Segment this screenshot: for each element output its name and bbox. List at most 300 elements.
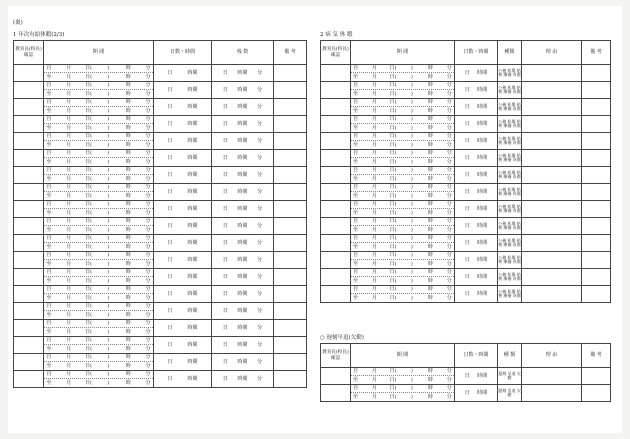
notes-cell[interactable] bbox=[582, 167, 611, 184]
reason-cell[interactable] bbox=[522, 116, 582, 133]
period-cell[interactable] bbox=[351, 286, 455, 303]
sick-leave-rows bbox=[321, 65, 611, 303]
notes-cell[interactable] bbox=[274, 150, 307, 167]
period-line: 至 月 日( ) 時 分 bbox=[44, 243, 153, 251]
late-early-table bbox=[320, 343, 611, 402]
days-hours-header: 日数・時間 bbox=[455, 344, 498, 368]
period-line: 自 月 日( ) 時 分 bbox=[44, 201, 153, 209]
period-prefix: 至 bbox=[46, 209, 52, 216]
confirm-cell[interactable] bbox=[321, 218, 351, 235]
confirm-cell[interactable] bbox=[14, 354, 44, 371]
days-hours-cell[interactable]: 日 時間 bbox=[154, 235, 212, 252]
period-cell[interactable] bbox=[351, 184, 455, 201]
table-row bbox=[321, 252, 611, 269]
confirm-cell[interactable] bbox=[321, 201, 351, 218]
confirm-cell[interactable] bbox=[14, 116, 44, 133]
period-cell[interactable] bbox=[351, 201, 455, 218]
period-line: 至 月 日( ) 時 分 bbox=[44, 158, 153, 166]
remaining-cell[interactable]: 日 時間 分 bbox=[212, 133, 274, 150]
period-prefix: 至 bbox=[353, 294, 359, 301]
days-hours-cell[interactable]: 日 時間 bbox=[154, 167, 212, 184]
notes-cell[interactable] bbox=[582, 82, 611, 99]
period-cell[interactable] bbox=[44, 167, 154, 184]
table-row bbox=[14, 133, 307, 150]
notes-cell[interactable] bbox=[582, 252, 611, 269]
table-row bbox=[14, 286, 307, 303]
period-prefix: 自 bbox=[353, 286, 359, 292]
kind-cell[interactable]: 公務 私傷 結核 療養 負傷 bbox=[498, 99, 522, 116]
period-line: 自 月 日( ) 時 分 bbox=[44, 184, 153, 192]
remaining-cell[interactable]: 日 時間 分 bbox=[212, 337, 274, 354]
period-line: 自 月 日( ) 時 分 bbox=[44, 82, 153, 90]
period-cell[interactable] bbox=[351, 368, 455, 385]
notes-cell[interactable] bbox=[582, 385, 611, 402]
period-line: 自 月 日( ) 時 分 bbox=[351, 65, 454, 73]
kind-header: 種 類 bbox=[498, 344, 522, 368]
period-cell[interactable] bbox=[351, 82, 455, 99]
remaining-cell[interactable]: 日 時間 分 bbox=[212, 320, 274, 337]
days-hours-cell[interactable]: 日 時間 bbox=[154, 354, 212, 371]
days-hours-cell[interactable]: 日 時間 bbox=[154, 303, 212, 320]
confirm-cell[interactable] bbox=[321, 269, 351, 286]
period-cell[interactable] bbox=[44, 99, 154, 116]
period-cell[interactable] bbox=[351, 99, 455, 116]
period-prefix: 自 bbox=[46, 167, 52, 173]
period-line: 自 月 日( ) 時 分 bbox=[44, 116, 153, 124]
period-line: 自 月 日( ) 時 分 bbox=[351, 150, 454, 158]
confirm-cell[interactable] bbox=[14, 133, 44, 150]
confirm-cell[interactable] bbox=[14, 252, 44, 269]
period-cell[interactable] bbox=[44, 371, 154, 388]
period-line: 自 月 日( ) 時 分 bbox=[351, 235, 454, 243]
period-line: 至 月 日( ) 時 分 bbox=[351, 393, 454, 401]
kind-cell[interactable]: 公務 私傷 結核 療養 負傷 bbox=[498, 82, 522, 99]
period-prefix: 自 bbox=[353, 82, 359, 88]
reason-cell[interactable] bbox=[522, 167, 582, 184]
kind-cell[interactable]: 遅刻 早退 欠勤 bbox=[498, 368, 522, 385]
notes-cell[interactable] bbox=[582, 368, 611, 385]
notes-cell[interactable] bbox=[582, 133, 611, 150]
confirm-cell[interactable] bbox=[321, 368, 351, 385]
period-line: 自 月 日( ) 時 分 bbox=[44, 371, 153, 379]
applicant-header: 教育長(校長)確認 bbox=[321, 344, 351, 368]
period-line: 自 月 日( ) 時 分 bbox=[44, 150, 153, 158]
days-hours-cell[interactable]: 日 時間 bbox=[455, 116, 498, 133]
days-hours-header: 日数・時間 bbox=[455, 41, 498, 65]
days-hours-cell[interactable]: 日 時間 bbox=[154, 320, 212, 337]
notes-cell[interactable] bbox=[582, 184, 611, 201]
notes-cell[interactable] bbox=[274, 82, 307, 99]
table-row bbox=[321, 133, 611, 150]
remaining-cell[interactable]: 日 時間 分 bbox=[212, 354, 274, 371]
period-prefix: 自 bbox=[46, 82, 52, 88]
period-prefix: 自 bbox=[46, 218, 52, 224]
notes-cell[interactable] bbox=[582, 286, 611, 303]
days-hours-cell[interactable]: 日 時間 bbox=[154, 201, 212, 218]
period-prefix: 自 bbox=[46, 371, 52, 377]
period-prefix: 自 bbox=[353, 218, 359, 224]
table-row bbox=[14, 82, 307, 99]
days-hours-cell[interactable]: 日 時間 bbox=[455, 150, 498, 167]
days-hours-cell[interactable]: 日 時間 bbox=[154, 269, 212, 286]
period-line: 自 月 日( ) 時 分 bbox=[351, 99, 454, 107]
kind-cell[interactable]: 公務 私傷 結核 療養 負傷 bbox=[498, 235, 522, 252]
table-row bbox=[14, 201, 307, 218]
kind-cell[interactable]: 公務 私傷 結核 療養 負傷 bbox=[498, 150, 522, 167]
days-hours-cell[interactable]: 日 時間 bbox=[455, 218, 498, 235]
period-prefix: 自 bbox=[353, 252, 359, 258]
days-hours-cell[interactable]: 日 時間 bbox=[455, 385, 498, 402]
period-cell[interactable] bbox=[44, 133, 154, 150]
confirm-cell[interactable] bbox=[321, 286, 351, 303]
confirm-cell[interactable] bbox=[14, 235, 44, 252]
period-cell[interactable] bbox=[44, 82, 154, 99]
kind-cell[interactable]: 公務 私傷 結核 療養 負傷 bbox=[498, 133, 522, 150]
period-line: 自 月 日( ) 時 分 bbox=[44, 65, 153, 73]
reason-header: 理 由 bbox=[522, 41, 582, 65]
period-line: 至 月 日( ) 時 分 bbox=[351, 260, 454, 268]
table-row bbox=[14, 337, 307, 354]
notes-cell[interactable] bbox=[582, 201, 611, 218]
period-prefix: 至 bbox=[353, 73, 359, 80]
late-early-rows bbox=[321, 368, 611, 402]
days-hours-cell[interactable]: 日 時間 bbox=[455, 82, 498, 99]
applicant-header: 教育長(校長)確認 bbox=[14, 41, 44, 65]
applicant-header: 教育長(校長)確認 bbox=[321, 41, 351, 65]
remaining-cell[interactable]: 日 時間 分 bbox=[212, 65, 274, 82]
period-prefix: 至 bbox=[46, 345, 52, 352]
annual-leave-title: 1 年次有給休暇(2/3) bbox=[13, 32, 65, 38]
period-cell[interactable] bbox=[351, 218, 455, 235]
confirm-cell[interactable] bbox=[321, 133, 351, 150]
kind-cell[interactable]: 公務 私傷 結核 療養 負傷 bbox=[498, 252, 522, 269]
period-prefix: 自 bbox=[46, 133, 52, 139]
period-prefix: 至 bbox=[46, 311, 52, 318]
kind-cell[interactable]: 公務 私傷 結核 療養 負傷 bbox=[498, 286, 522, 303]
notes-cell[interactable] bbox=[274, 235, 307, 252]
notes-header: 備 考 bbox=[582, 344, 611, 368]
kind-cell[interactable]: 遅刻 早退 欠勤 bbox=[498, 385, 522, 402]
period-prefix: 至 bbox=[46, 124, 52, 131]
confirm-cell[interactable] bbox=[14, 184, 44, 201]
period-cell[interactable] bbox=[44, 320, 154, 337]
period-cell[interactable] bbox=[351, 385, 455, 402]
days-hours-cell[interactable]: 日 時間 bbox=[455, 167, 498, 184]
period-cell[interactable] bbox=[351, 133, 455, 150]
confirm-cell[interactable] bbox=[321, 184, 351, 201]
period-line: 至 月 日( ) 時 分 bbox=[44, 311, 153, 319]
period-prefix: 自 bbox=[46, 286, 52, 292]
table-row bbox=[321, 150, 611, 167]
remaining-cell[interactable]: 日 時間 分 bbox=[212, 252, 274, 269]
notes-cell[interactable] bbox=[582, 65, 611, 82]
period-line: 至 月 日( ) 時 分 bbox=[44, 192, 153, 200]
notes-cell[interactable] bbox=[274, 337, 307, 354]
period-cell[interactable] bbox=[351, 167, 455, 184]
notes-cell[interactable] bbox=[274, 252, 307, 269]
reason-cell[interactable] bbox=[522, 150, 582, 167]
days-hours-cell[interactable]: 日 時間 bbox=[455, 184, 498, 201]
remaining-cell[interactable]: 日 時間 分 bbox=[212, 303, 274, 320]
days-hours-cell[interactable]: 日 時間 bbox=[154, 337, 212, 354]
table-row bbox=[14, 167, 307, 184]
period-prefix: 至 bbox=[353, 393, 359, 400]
notes-cell[interactable] bbox=[274, 65, 307, 82]
remaining-cell[interactable]: 日 時間 分 bbox=[212, 184, 274, 201]
days-hours-cell[interactable]: 日 時間 bbox=[455, 252, 498, 269]
late-early-panel bbox=[320, 333, 610, 402]
kind-cell[interactable]: 公務 私傷 結核 療養 負傷 bbox=[498, 184, 522, 201]
days-hours-cell[interactable]: 日 時間 bbox=[154, 82, 212, 99]
period-line: 自 月 日( ) 時 分 bbox=[351, 269, 454, 277]
confirm-cell[interactable] bbox=[321, 82, 351, 99]
period-line: 至 月 日( ) 時 分 bbox=[44, 277, 153, 285]
confirm-cell[interactable] bbox=[14, 82, 44, 99]
period-line: 至 月 日( ) 時 分 bbox=[44, 90, 153, 98]
notes-cell[interactable] bbox=[274, 99, 307, 116]
days-hours-cell[interactable]: 日 時間 bbox=[154, 65, 212, 82]
period-line: 自 月 日( ) 時 分 bbox=[351, 368, 454, 376]
period-line: 自 月 日( ) 時 分 bbox=[44, 303, 153, 311]
table-row bbox=[14, 65, 307, 82]
table-row bbox=[14, 303, 307, 320]
days-hours-cell[interactable]: 日 時間 bbox=[455, 235, 498, 252]
kind-cell[interactable]: 公務 私傷 結核 療養 負傷 bbox=[498, 269, 522, 286]
period-line: 至 月 日( ) 時 分 bbox=[44, 226, 153, 234]
period-cell[interactable] bbox=[351, 235, 455, 252]
days-hours-cell[interactable]: 日 時間 bbox=[154, 99, 212, 116]
days-hours-cell[interactable]: 日 時間 bbox=[455, 133, 498, 150]
table-row bbox=[321, 235, 611, 252]
period-prefix: 至 bbox=[353, 175, 359, 182]
remaining-cell[interactable]: 日 時間 分 bbox=[212, 116, 274, 133]
period-cell[interactable] bbox=[44, 65, 154, 82]
days-hours-cell[interactable]: 日 時間 bbox=[154, 218, 212, 235]
days-hours-cell[interactable]: 日 時間 bbox=[455, 269, 498, 286]
period-prefix: 自 bbox=[353, 235, 359, 241]
notes-cell[interactable] bbox=[274, 269, 307, 286]
period-cell[interactable] bbox=[44, 184, 154, 201]
remaining-header: 残 数 bbox=[212, 41, 274, 65]
notes-header: 備 考 bbox=[274, 41, 307, 65]
period-prefix: 自 bbox=[353, 385, 359, 391]
kind-cell[interactable]: 公務 私傷 結核 療養 負傷 bbox=[498, 167, 522, 184]
reason-cell[interactable] bbox=[522, 99, 582, 116]
remaining-cell[interactable]: 日 時間 分 bbox=[212, 82, 274, 99]
remaining-cell[interactable]: 日 時間 分 bbox=[212, 150, 274, 167]
period-cell[interactable] bbox=[44, 150, 154, 167]
period-line: 至 月 日( ) 時 分 bbox=[44, 124, 153, 132]
reason-cell[interactable] bbox=[522, 184, 582, 201]
confirm-cell[interactable] bbox=[321, 235, 351, 252]
period-line: 自 月 日( ) 時 分 bbox=[44, 252, 153, 260]
days-hours-cell[interactable]: 日 時間 bbox=[455, 65, 498, 82]
period-line: 至 月 日( ) 時 分 bbox=[44, 141, 153, 149]
period-prefix: 至 bbox=[46, 141, 52, 148]
notes-cell[interactable] bbox=[582, 150, 611, 167]
remaining-cell[interactable]: 日 時間 分 bbox=[212, 167, 274, 184]
confirm-cell[interactable] bbox=[14, 269, 44, 286]
days-hours-cell[interactable]: 日 時間 bbox=[455, 99, 498, 116]
notes-cell[interactable] bbox=[274, 116, 307, 133]
period-cell[interactable] bbox=[44, 286, 154, 303]
period-prefix: 至 bbox=[46, 243, 52, 250]
period-prefix: 自 bbox=[46, 65, 52, 71]
remaining-cell[interactable]: 日 時間 分 bbox=[212, 218, 274, 235]
remaining-cell[interactable]: 日 時間 分 bbox=[212, 269, 274, 286]
confirm-cell[interactable] bbox=[321, 385, 351, 402]
reason-cell[interactable] bbox=[522, 235, 582, 252]
days-hours-cell[interactable]: 日 時間 bbox=[154, 286, 212, 303]
annual-leave-panel bbox=[13, 30, 306, 388]
period-prefix: 至 bbox=[46, 362, 52, 369]
remaining-cell[interactable]: 日 時間 分 bbox=[212, 235, 274, 252]
notes-cell[interactable] bbox=[274, 167, 307, 184]
kind-cell[interactable]: 公務 私傷 結核 療養 負傷 bbox=[498, 218, 522, 235]
days-hours-cell[interactable]: 日 時間 bbox=[154, 150, 212, 167]
confirm-cell[interactable] bbox=[14, 65, 44, 82]
reason-cell[interactable] bbox=[522, 252, 582, 269]
reason-cell[interactable] bbox=[522, 133, 582, 150]
reason-cell[interactable] bbox=[522, 368, 582, 385]
notes-header: 備 考 bbox=[582, 41, 611, 65]
confirm-cell[interactable] bbox=[14, 218, 44, 235]
kind-cell[interactable]: 公務 私傷 結核 療養 負傷 bbox=[498, 116, 522, 133]
period-cell[interactable] bbox=[44, 235, 154, 252]
period-line: 自 月 日( ) 時 分 bbox=[44, 269, 153, 277]
period-prefix: 自 bbox=[46, 252, 52, 258]
period-line: 至 月 日( ) 時 分 bbox=[351, 175, 454, 183]
reason-cell[interactable] bbox=[522, 385, 582, 402]
late-early-title: ○ 遅刻早退(欠勤) bbox=[320, 335, 364, 341]
remaining-cell[interactable]: 日 時間 分 bbox=[212, 286, 274, 303]
notes-cell[interactable] bbox=[582, 269, 611, 286]
period-prefix: 至 bbox=[353, 209, 359, 216]
annual-leave-rows bbox=[14, 65, 307, 388]
period-line: 自 月 日( ) 時 分 bbox=[44, 167, 153, 175]
period-cell[interactable] bbox=[44, 116, 154, 133]
table-row bbox=[321, 82, 611, 99]
period-cell[interactable] bbox=[44, 337, 154, 354]
confirm-cell[interactable] bbox=[14, 167, 44, 184]
period-cell[interactable] bbox=[44, 218, 154, 235]
sick-leave-table bbox=[320, 40, 611, 303]
notes-cell[interactable] bbox=[274, 303, 307, 320]
notes-cell[interactable] bbox=[274, 371, 307, 388]
confirm-cell[interactable] bbox=[321, 65, 351, 82]
remaining-cell[interactable]: 日 時間 分 bbox=[212, 371, 274, 388]
days-hours-header: 日数・時間 bbox=[154, 41, 212, 65]
notes-cell[interactable] bbox=[582, 116, 611, 133]
period-line: 自 月 日( ) 時 分 bbox=[44, 133, 153, 141]
notes-cell[interactable] bbox=[274, 133, 307, 150]
days-hours-cell[interactable]: 日 時間 bbox=[455, 286, 498, 303]
notes-cell[interactable] bbox=[274, 286, 307, 303]
confirm-cell[interactable] bbox=[321, 252, 351, 269]
notes-cell[interactable] bbox=[274, 320, 307, 337]
confirm-cell[interactable] bbox=[321, 150, 351, 167]
period-prefix: 自 bbox=[46, 320, 52, 326]
notes-cell[interactable] bbox=[274, 201, 307, 218]
notes-cell[interactable] bbox=[274, 218, 307, 235]
confirm-cell[interactable] bbox=[14, 150, 44, 167]
confirm-cell[interactable] bbox=[14, 201, 44, 218]
notes-cell[interactable] bbox=[274, 184, 307, 201]
period-line: 自 月 日( ) 時 分 bbox=[44, 320, 153, 328]
period-prefix: 至 bbox=[46, 107, 52, 114]
days-hours-cell[interactable]: 日 時間 bbox=[154, 133, 212, 150]
period-prefix: 自 bbox=[353, 368, 359, 374]
period-prefix: 至 bbox=[353, 158, 359, 165]
confirm-cell[interactable] bbox=[14, 99, 44, 116]
period-prefix: 自 bbox=[353, 167, 359, 173]
period-cell[interactable] bbox=[351, 269, 455, 286]
remaining-cell[interactable]: 日 時間 分 bbox=[212, 99, 274, 116]
confirm-cell[interactable] bbox=[14, 303, 44, 320]
period-cell[interactable] bbox=[351, 116, 455, 133]
period-prefix: 至 bbox=[46, 158, 52, 165]
period-line: 自 月 日( ) 時 分 bbox=[44, 218, 153, 226]
days-hours-cell[interactable]: 日 時間 bbox=[154, 116, 212, 133]
days-hours-cell[interactable]: 日 時間 bbox=[154, 252, 212, 269]
notes-cell[interactable] bbox=[582, 235, 611, 252]
period-cell[interactable] bbox=[44, 252, 154, 269]
period-cell[interactable] bbox=[351, 150, 455, 167]
reason-cell[interactable] bbox=[522, 269, 582, 286]
period-cell[interactable] bbox=[44, 269, 154, 286]
period-line: 自 月 日( ) 時 分 bbox=[351, 201, 454, 209]
period-line: 至 月 日( ) 時 分 bbox=[351, 73, 454, 81]
reason-cell[interactable] bbox=[522, 286, 582, 303]
confirm-cell[interactable] bbox=[14, 337, 44, 354]
period-line: 至 月 日( ) 時 分 bbox=[44, 107, 153, 115]
notes-cell[interactable] bbox=[274, 354, 307, 371]
period-cell[interactable] bbox=[44, 354, 154, 371]
remaining-cell[interactable]: 日 時間 分 bbox=[212, 201, 274, 218]
period-cell[interactable] bbox=[44, 201, 154, 218]
reason-cell[interactable] bbox=[522, 65, 582, 82]
days-hours-cell[interactable]: 日 時間 bbox=[154, 184, 212, 201]
period-line: 至 月 日( ) 時 分 bbox=[351, 192, 454, 200]
period-line: 至 月 日( ) 時 分 bbox=[351, 226, 454, 234]
period-line: 自 月 日( ) 時 分 bbox=[44, 286, 153, 294]
period-cell[interactable] bbox=[351, 252, 455, 269]
days-hours-cell[interactable]: 日 時間 bbox=[154, 371, 212, 388]
period-cell[interactable] bbox=[351, 65, 455, 82]
confirm-cell[interactable] bbox=[321, 99, 351, 116]
notes-cell[interactable] bbox=[582, 99, 611, 116]
period-prefix: 自 bbox=[353, 184, 359, 190]
confirm-cell[interactable] bbox=[14, 371, 44, 388]
table-row bbox=[14, 235, 307, 252]
confirm-cell[interactable] bbox=[14, 320, 44, 337]
period-prefix: 自 bbox=[46, 337, 52, 343]
reason-cell[interactable] bbox=[522, 82, 582, 99]
reason-cell[interactable] bbox=[522, 201, 582, 218]
days-hours-cell[interactable]: 日 時間 bbox=[455, 368, 498, 385]
days-hours-cell[interactable]: 日 時間 bbox=[455, 201, 498, 218]
period-cell[interactable] bbox=[44, 303, 154, 320]
period-prefix: 自 bbox=[353, 201, 359, 207]
confirm-cell[interactable] bbox=[321, 116, 351, 133]
kind-cell[interactable]: 公務 私傷 結核 療養 負傷 bbox=[498, 201, 522, 218]
kind-cell[interactable]: 公務 私傷 結核 療養 負傷 bbox=[498, 65, 522, 82]
notes-cell[interactable] bbox=[582, 218, 611, 235]
confirm-cell[interactable] bbox=[321, 167, 351, 184]
reason-cell[interactable] bbox=[522, 218, 582, 235]
confirm-cell[interactable] bbox=[14, 286, 44, 303]
period-prefix: 至 bbox=[46, 90, 52, 97]
